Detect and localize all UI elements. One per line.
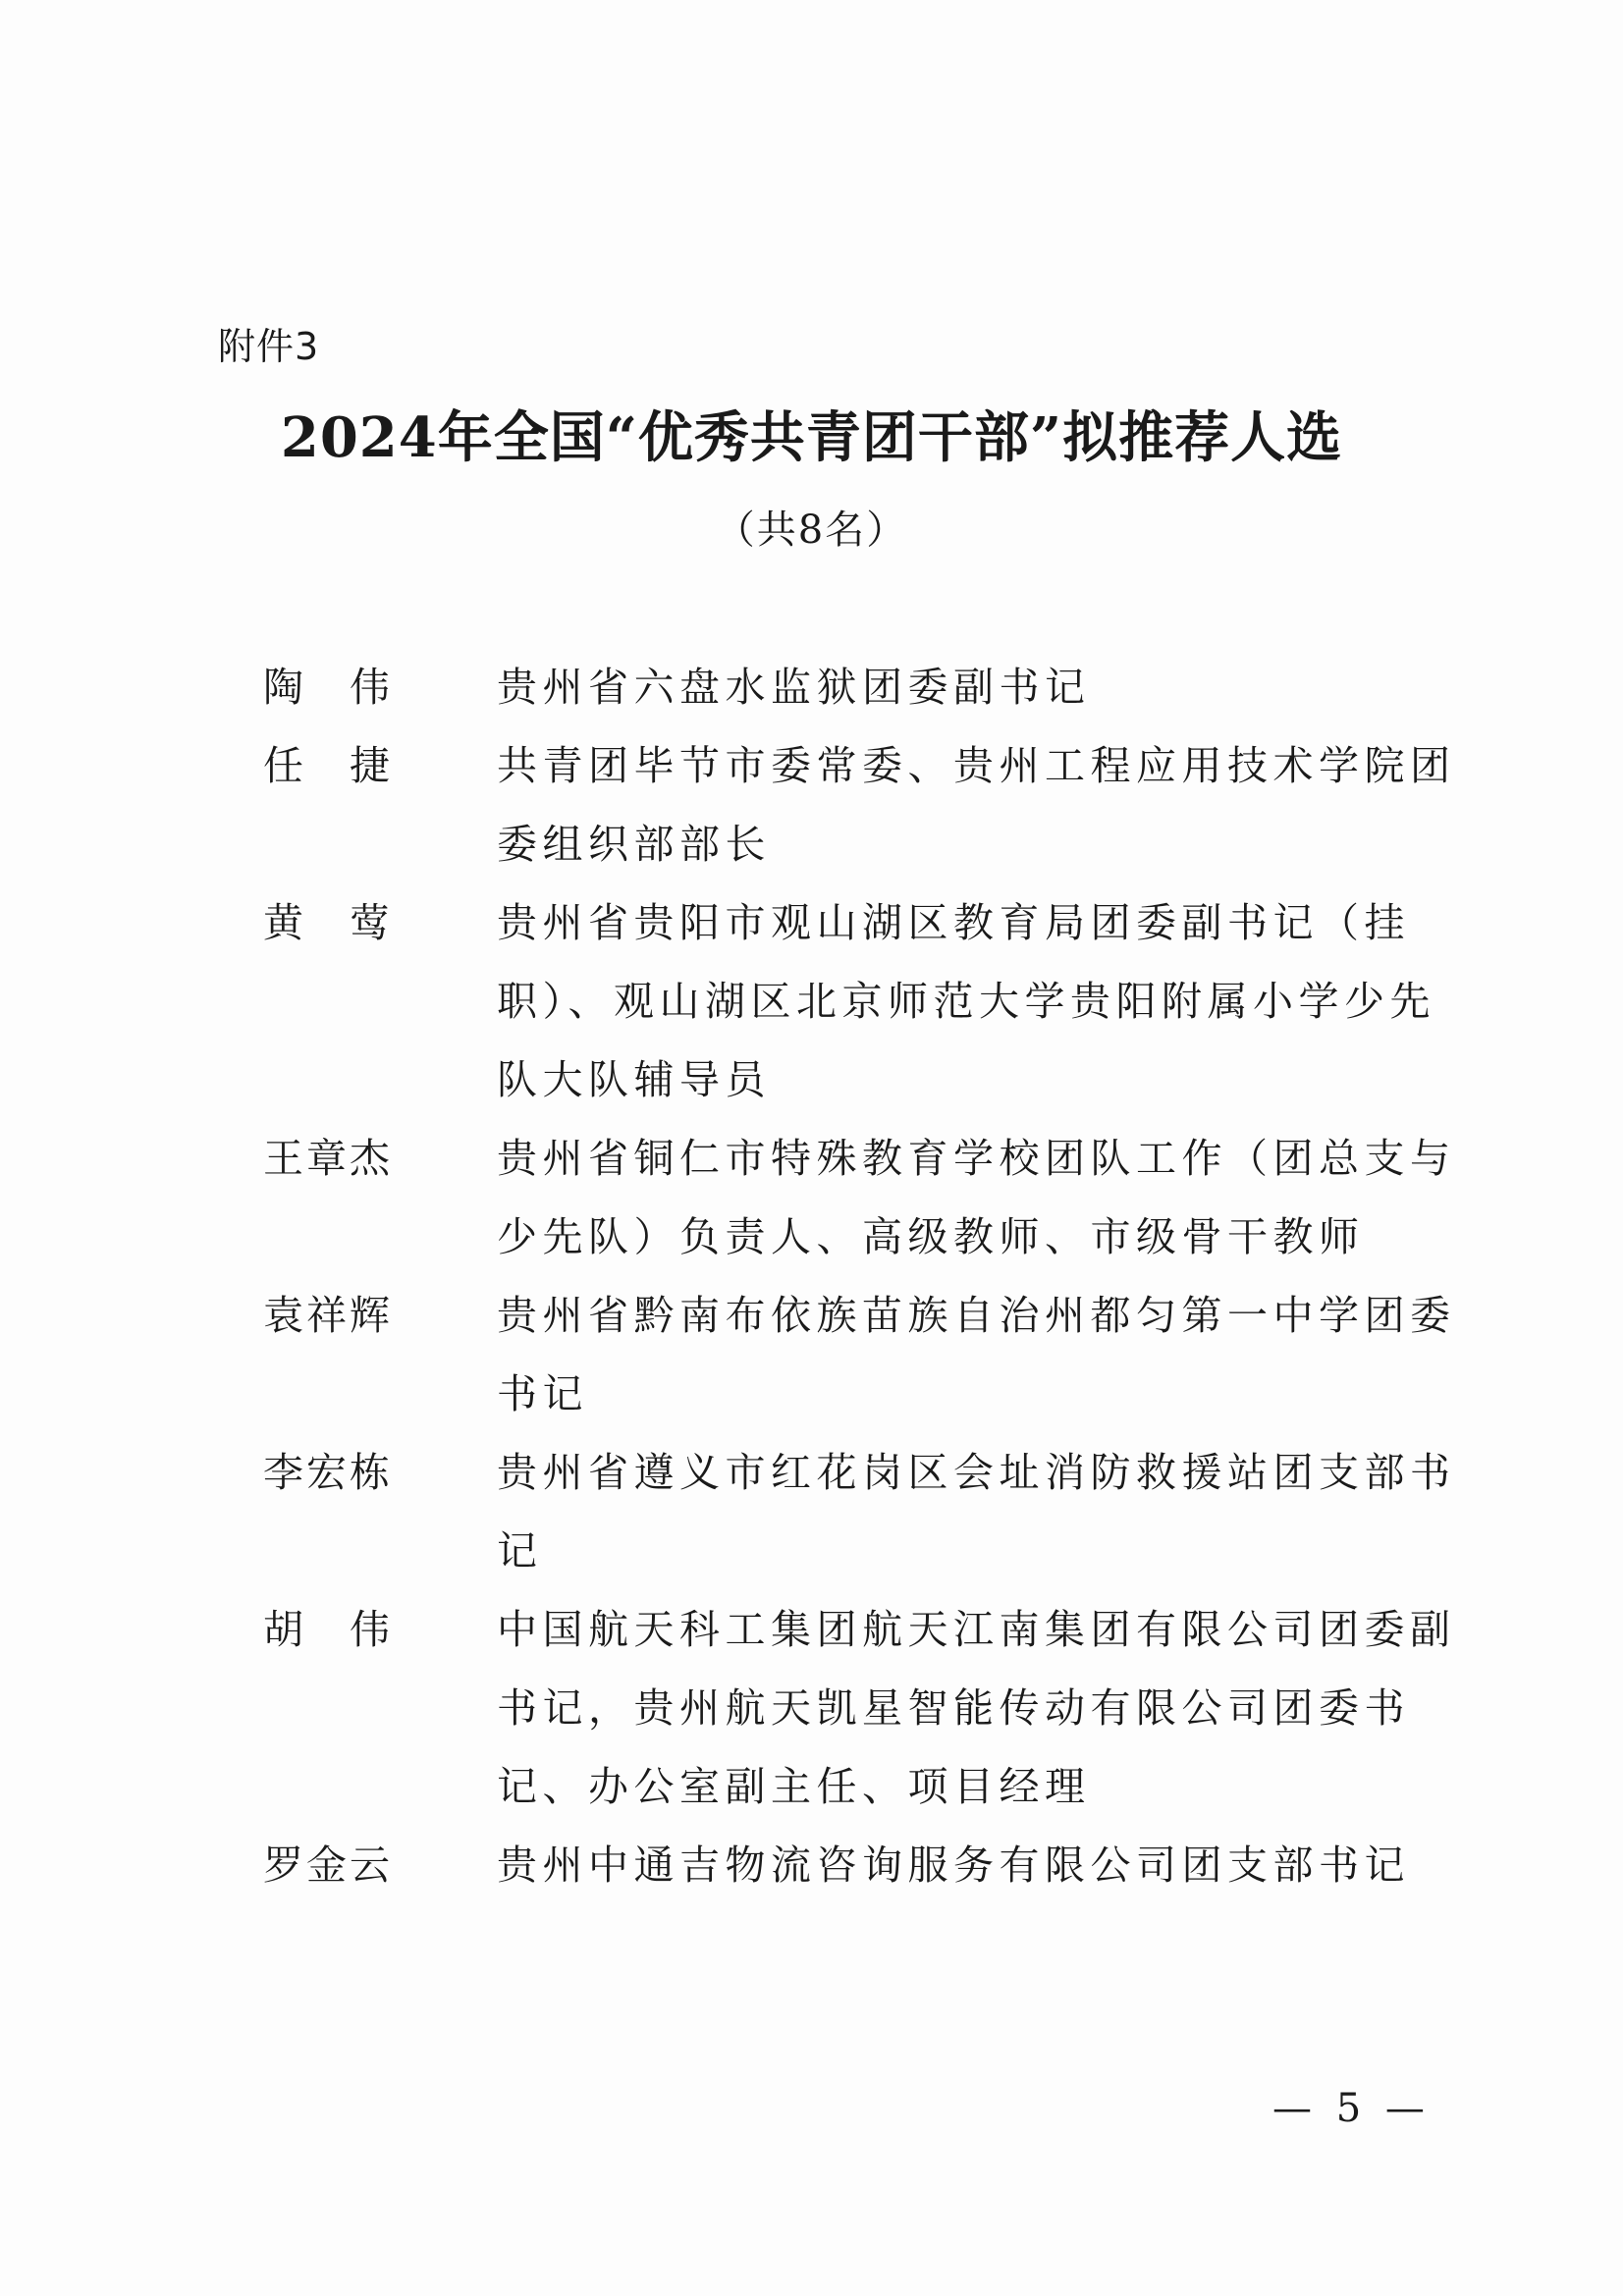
- candidate-name: 袁祥辉: [263, 1292, 393, 1339]
- candidate-position: 贵州省贵阳市观山湖区教育局团委副书记（挂职）、观山湖区北京师范大学贵阳附属小学少先队大队辅导员: [497, 899, 1435, 1103]
- document-subtitle: （共8名）: [715, 507, 908, 553]
- candidate-name: 胡 伟: [263, 1606, 393, 1653]
- document-title: 2024年全国“优秀共青团干部”拟推荐人选: [280, 405, 1343, 470]
- attachment-label: 附件3: [218, 325, 320, 368]
- candidate-position: 贵州省黔南布依族苗族自治州都匀第一中学团委书记: [497, 1292, 1456, 1417]
- candidate-name: 王章杰: [263, 1135, 393, 1182]
- candidate-list: [263, 648, 1481, 1904]
- candidate-row: [263, 1276, 1481, 1433]
- candidate-row: [263, 883, 1481, 1119]
- candidate-position: 中国航天科工集团航天江南集团有限公司团委副书记，贵州航天凯星智能传动有限公司团委书记、办公室副主任、项目经理: [497, 1606, 1456, 1810]
- candidate-position: 贵州省铜仁市特殊教育学校团队工作（团总支与少先队）负责人、高级教师、市级骨干教师: [497, 1135, 1456, 1260]
- candidate-name: 陶 伟: [263, 664, 393, 711]
- candidate-position: 贵州省遵义市红花岗区会址消防救援站团支部书记: [497, 1449, 1456, 1575]
- candidate-position: 贵州省六盘水监狱团委副书记: [497, 664, 1091, 711]
- candidate-row: [263, 1119, 1481, 1276]
- page-number: — 5 —: [1272, 2086, 1431, 2131]
- candidate-row: [263, 1433, 1481, 1590]
- candidate-row: [263, 726, 1481, 883]
- candidate-position: 贵州中通吉物流咨询服务有限公司团支部书记: [497, 1842, 1410, 1889]
- candidate-row: [263, 1826, 1481, 1904]
- candidate-row: [263, 1590, 1481, 1826]
- candidate-row: [263, 648, 1481, 726]
- candidate-name: 任 捷: [263, 742, 393, 789]
- candidate-name: 李宏栋: [263, 1449, 393, 1496]
- candidate-name: 罗金云: [263, 1842, 393, 1889]
- candidate-name: 黄 莺: [263, 899, 393, 946]
- candidate-position: 共青团毕节市委常委、贵州工程应用技术学院团委组织部部长: [497, 742, 1456, 868]
